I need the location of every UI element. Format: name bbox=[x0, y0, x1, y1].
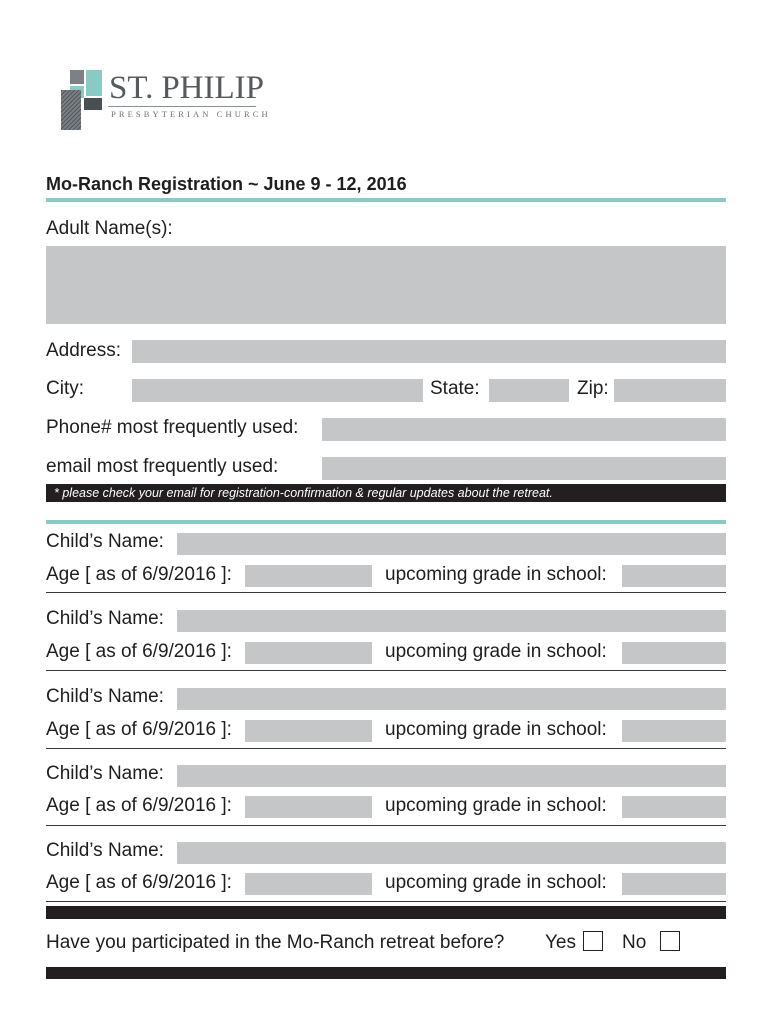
child-3-age-field[interactable] bbox=[245, 720, 372, 742]
child-4-age-field[interactable] bbox=[245, 796, 372, 818]
address-field[interactable] bbox=[132, 340, 726, 363]
state-label: State: bbox=[430, 378, 480, 399]
child-1-divider bbox=[46, 592, 726, 593]
child-5-name-field[interactable] bbox=[177, 842, 726, 864]
phone-field[interactable] bbox=[322, 418, 726, 441]
state-field[interactable] bbox=[489, 379, 569, 402]
address-label: Address: bbox=[46, 340, 121, 361]
adult-names-label: Adult Name(s): bbox=[46, 218, 173, 239]
no-label: No bbox=[622, 932, 647, 953]
child-3-grade-field[interactable] bbox=[622, 720, 726, 742]
logo-rule bbox=[108, 106, 256, 107]
logo-mark-icon bbox=[60, 66, 108, 130]
child-5-name-label: Child’s Name: bbox=[46, 840, 164, 861]
email-note-bar bbox=[46, 484, 726, 502]
child-4-grade-label: upcoming grade in school: bbox=[385, 795, 607, 816]
question-top-bar bbox=[46, 906, 726, 919]
city-field[interactable] bbox=[132, 379, 423, 402]
logo-name-philip: PHILIP bbox=[161, 70, 264, 106]
zip-field[interactable] bbox=[614, 379, 726, 402]
yes-checkbox[interactable] bbox=[583, 931, 603, 951]
child-2-name-field[interactable] bbox=[177, 610, 726, 632]
logo-name-dot: . bbox=[145, 70, 154, 106]
adult-names-field[interactable] bbox=[46, 246, 726, 324]
child-5-divider bbox=[46, 901, 726, 902]
no-checkbox[interactable] bbox=[660, 931, 680, 951]
bottom-bar bbox=[46, 967, 726, 979]
child-5-age-field[interactable] bbox=[245, 873, 372, 895]
child-4-grade-field[interactable] bbox=[622, 796, 726, 818]
child-4-divider bbox=[46, 825, 726, 826]
child-1-age-field[interactable] bbox=[245, 565, 372, 587]
yes-label: Yes bbox=[545, 932, 576, 953]
child-2-divider bbox=[46, 670, 726, 671]
title-divider bbox=[46, 198, 726, 202]
logo-subtitle: PRESBYTERIAN CHURCH bbox=[111, 109, 271, 119]
zip-label: Zip: bbox=[577, 378, 609, 399]
child-3-grade-label: upcoming grade in school: bbox=[385, 719, 607, 740]
child-1-age-label: Age [ as of 6/9/2016 ]: bbox=[46, 564, 232, 585]
email-label: email most frequently used: bbox=[46, 456, 279, 477]
child-5-age-label: Age [ as of 6/9/2016 ]: bbox=[46, 872, 232, 893]
phone-label: Phone# most frequently used: bbox=[46, 417, 299, 438]
child-4-name-label: Child’s Name: bbox=[46, 763, 164, 784]
child-1-name-field[interactable] bbox=[177, 533, 726, 555]
logo-church-name bbox=[109, 70, 264, 107]
logo-name-st: ST bbox=[109, 70, 146, 106]
child-5-grade-field[interactable] bbox=[622, 873, 726, 895]
child-2-name-label: Child’s Name: bbox=[46, 608, 164, 629]
form-title: Mo-Ranch Registration ~ June 9 - 12, 2016 bbox=[46, 174, 407, 194]
child-5-grade-label: upcoming grade in school: bbox=[385, 872, 607, 893]
child-1-grade-field[interactable] bbox=[622, 565, 726, 587]
email-note-text: * please check your email for registration-confirmation & regular updates about the retreat. bbox=[54, 486, 553, 500]
child-2-grade-label: upcoming grade in school: bbox=[385, 641, 607, 662]
child-3-divider bbox=[46, 748, 726, 749]
child-3-name-field[interactable] bbox=[177, 688, 726, 710]
child-1-grade-label: upcoming grade in school: bbox=[385, 564, 607, 585]
participation-question: Have you participated in the Mo-Ranch retreat before? bbox=[46, 932, 505, 953]
child-2-grade-field[interactable] bbox=[622, 642, 726, 664]
child-2-age-label: Age [ as of 6/9/2016 ]: bbox=[46, 641, 232, 662]
email-field[interactable] bbox=[322, 457, 726, 480]
child-4-name-field[interactable] bbox=[177, 765, 726, 787]
child-4-age-label: Age [ as of 6/9/2016 ]: bbox=[46, 795, 232, 816]
child-3-age-label: Age [ as of 6/9/2016 ]: bbox=[46, 719, 232, 740]
children-divider bbox=[46, 520, 726, 524]
child-2-age-field[interactable] bbox=[245, 642, 372, 664]
child-1-name-label: Child’s Name: bbox=[46, 531, 164, 552]
city-label: City: bbox=[46, 378, 84, 399]
child-3-name-label: Child’s Name: bbox=[46, 686, 164, 707]
